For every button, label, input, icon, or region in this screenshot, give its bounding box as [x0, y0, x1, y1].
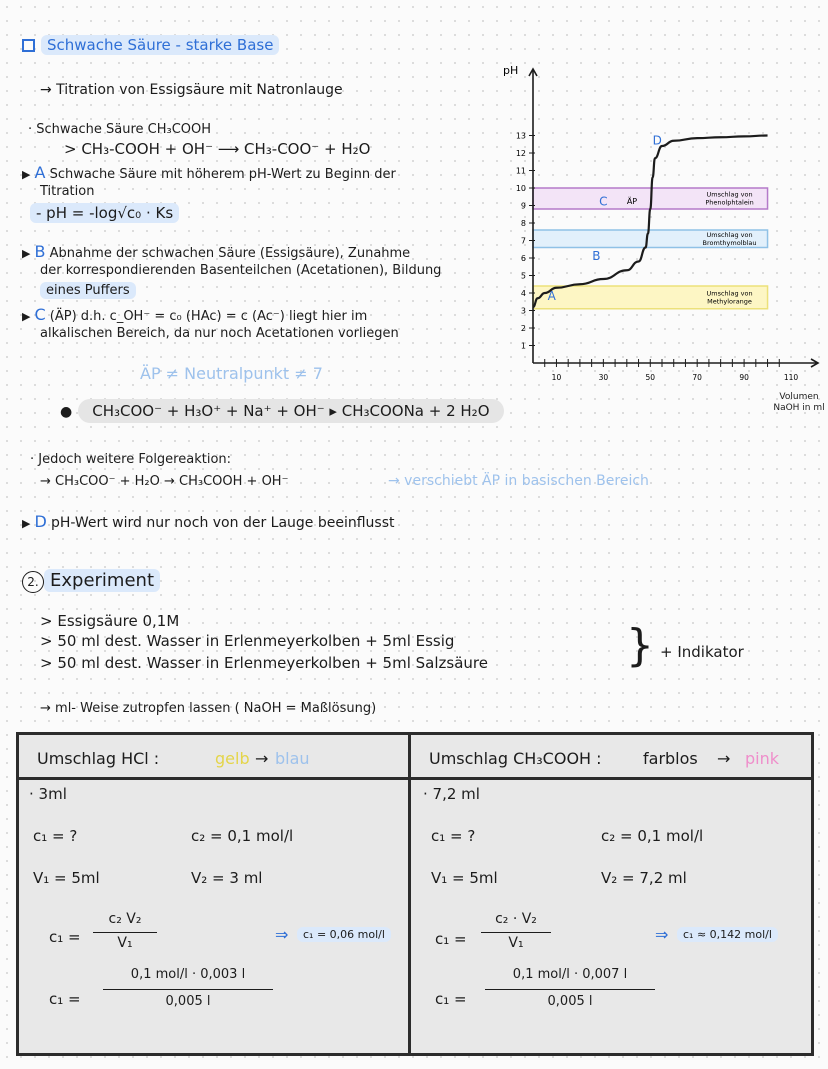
hcl-v2: V₂ = 3 ml: [191, 869, 263, 887]
acetic-den-2: 0,005 l: [547, 994, 593, 1009]
y-tick-label: 5: [520, 271, 526, 281]
y-tick-label: 2: [520, 324, 526, 333]
y-tick-label: 12: [515, 149, 526, 158]
acetic-c1-eq-2: c₁ =: [435, 990, 467, 1008]
note-a-text: Schwache Säure mit höherem pH-Wert zu Beginn der: [49, 167, 396, 182]
band-label: Umschlag von Bromthymolblau: [702, 230, 757, 247]
section-heading: Schwache Säure - starke Base: [22, 36, 279, 54]
experiment-line-3: > 50 ml dest. Wasser in Erlenmeyerkolben + 5ml Salzsäure: [40, 654, 488, 672]
box-divider: [19, 777, 411, 780]
note-b-text-3: eines Puffers: [40, 283, 136, 298]
y-tick-label: 3: [520, 306, 526, 316]
x-axis-label: Volumen NaOH in ml: [773, 392, 825, 413]
triangle-icon: ▶: [22, 247, 31, 260]
hcl-title: Umschlag HCl :: [37, 749, 160, 768]
hcl-c1-eq-2: c₁ =: [49, 990, 81, 1008]
note-d-text: pH-Wert wird nur noch von der Lauge beeinflusst: [50, 515, 395, 531]
note-a: [22, 163, 396, 182]
experiment-line-1: > Essigsäure 0,1M: [40, 612, 180, 630]
acetic-v1: V₁ = 5ml: [431, 869, 498, 887]
acetic-v2: V₂ = 7,2 ml: [601, 869, 687, 887]
y-axis-label: pH: [503, 64, 519, 77]
note-b: [22, 242, 410, 261]
chart-ticks: [516, 132, 799, 383]
hcl-c1: c₁ = ?: [33, 827, 78, 845]
arrow-icon: →: [717, 749, 731, 768]
curve-point-c: C: [599, 194, 608, 209]
hcl-volume: · 3ml: [29, 785, 67, 803]
x-tick-label: 30: [598, 373, 609, 382]
hcl-den-2: 0,005 l: [165, 994, 211, 1009]
acetic-frac-num: c₂ · V₂: [495, 911, 537, 927]
hcl-c1-eq: c₁ =: [49, 928, 81, 946]
experiment-title: 2. Experiment: [22, 570, 160, 593]
acetic-c2: c₂ = 0,1 mol/l: [601, 827, 704, 845]
hcl-result: c₁ = 0,06 mol/l: [297, 928, 391, 941]
y-tick-label: 8: [520, 219, 526, 228]
acetic-result-box: [408, 732, 814, 1056]
curve-point-a: A: [547, 289, 556, 303]
y-tick-label: 11: [515, 166, 526, 176]
intro-line: → Titration von Essigsäure mit Natronlauge: [40, 82, 343, 98]
hcl-frac-num: c₂ V₂: [108, 911, 142, 927]
x-tick-label: 110: [783, 373, 799, 382]
band-label: Umschlag von Methylorange: [706, 289, 753, 306]
acetic-volume: · 7,2 ml: [423, 785, 480, 803]
label-c: C: [34, 305, 46, 324]
y-tick-label: 7: [520, 236, 526, 246]
brace-icon: }: [626, 620, 654, 671]
triangle-icon: ▶: [22, 168, 31, 181]
reaction-2: ● CH₃COO⁻ + H₃O⁺ + Na⁺ + OH⁻ ▸ CH₃COONa + 2 H₂O: [60, 402, 504, 420]
acetic-frac-den: V₁: [508, 935, 524, 951]
x-tick-label: 70: [692, 373, 702, 382]
ph-formula: - pH = -log√c₀ · Ks: [30, 204, 179, 222]
label-d: D: [34, 512, 47, 531]
acetic-from-color: farblos: [643, 749, 698, 768]
titration-curve: [533, 136, 768, 308]
bullet-icon: ●: [60, 404, 73, 420]
indicator-label: + Indikator: [660, 643, 744, 661]
checkbox-icon: [22, 39, 35, 52]
double-arrow-icon: ⇒: [655, 925, 669, 944]
hcl-from-color: gelb: [215, 749, 250, 768]
followup-note: → verschiebt ÄP in basischen Bereich: [388, 473, 649, 489]
note-c-text-1: (ÄP) d.h. c_OH⁻ = c₀ (HAc) = c (Ac⁻) liegt hier im: [49, 309, 368, 324]
x-tick-label: 10: [551, 373, 562, 382]
curve-point-b: B: [592, 248, 601, 263]
note-c: [22, 305, 367, 324]
experiment-line-2: > 50 ml dest. Wasser in Erlenmeyerkolben + 5ml Essig: [40, 632, 455, 650]
acetic-c1: c₁ = ?: [431, 827, 476, 845]
number-badge: 2.: [22, 571, 44, 593]
note-b-text-1: Abnahme der schwachen Säure (Essigsäure), Zunahme: [49, 246, 411, 261]
note-c-text-2: alkalischen Bereich, da nur noch Acetationen vorliegen: [40, 326, 399, 341]
curve-point-labels: [548, 133, 662, 303]
y-tick-label: 4: [520, 289, 526, 298]
chart-axes: [529, 69, 818, 367]
band-label: Umschlag von Phenolphtalein: [705, 190, 754, 207]
y-tick-label: 10: [515, 184, 526, 193]
x-tick-label: 50: [645, 373, 656, 382]
hcl-to-color: blau: [275, 749, 310, 768]
acetic-result: c₁ ≈ 0,142 mol/l: [677, 928, 778, 941]
hcl-num-2: 0,1 mol/l · 0,003 l: [130, 967, 246, 982]
note-a-text-2: Titration: [40, 184, 95, 199]
followup-title: · Jedoch weitere Folgereaktion:: [30, 452, 232, 467]
y-tick-label: 6: [520, 254, 526, 263]
fraction-line: [481, 932, 551, 933]
y-tick-label: 9: [520, 201, 526, 211]
y-tick-label: 13: [515, 131, 526, 141]
label-a: A: [34, 163, 46, 182]
hcl-c2: c₂ = 0,1 mol/l: [191, 827, 294, 845]
ap-neutral-note: ÄP ≠ Neutralpunkt ≠ 7: [140, 364, 323, 383]
reaction-1: > CH₃-COOH + OH⁻ ⟶ CH₃-COO⁻ + H₂O: [64, 140, 371, 158]
equivalence-label: ÄP: [626, 196, 638, 206]
acetic-title: Umschlag CH₃COOH :: [429, 749, 602, 768]
box-divider: [411, 777, 811, 780]
weak-acid-line: · Schwache Säure CH₃COOH: [28, 122, 212, 137]
triangle-icon: ▶: [22, 310, 31, 323]
hcl-v1: V₁ = 5ml: [33, 869, 100, 887]
curve-point-d: D: [652, 133, 662, 148]
triangle-icon: ▶: [22, 517, 31, 530]
followup-reaction: → CH₃COO⁻ + H₂O → CH₃COOH + OH⁻: [40, 474, 289, 489]
double-arrow-icon: ⇒: [275, 925, 289, 944]
acetic-to-color: pink: [745, 749, 780, 768]
hcl-result-box: [16, 732, 414, 1056]
titration-chart: [495, 58, 825, 423]
x-tick-label: 90: [739, 373, 749, 382]
label-b: B: [34, 242, 46, 261]
note-b-text-2: der korrespondierenden Basenteilchen (Acetationen), Bildung: [40, 263, 442, 278]
fraction-line: [485, 989, 655, 990]
fraction-line: [103, 989, 273, 990]
note-d: [22, 512, 395, 531]
acetic-num-2: 0,1 mol/l · 0,007 l: [512, 967, 628, 982]
y-tick-label: 1: [520, 341, 526, 351]
drip-instruction: → ml- Weise zutropfen lassen ( NaOH = Maßlösung): [40, 701, 377, 716]
fraction-line: [93, 932, 157, 933]
hcl-frac-den: V₁: [117, 935, 133, 951]
acetic-c1-eq: c₁ =: [435, 930, 467, 948]
arrow-icon: →: [255, 749, 269, 768]
